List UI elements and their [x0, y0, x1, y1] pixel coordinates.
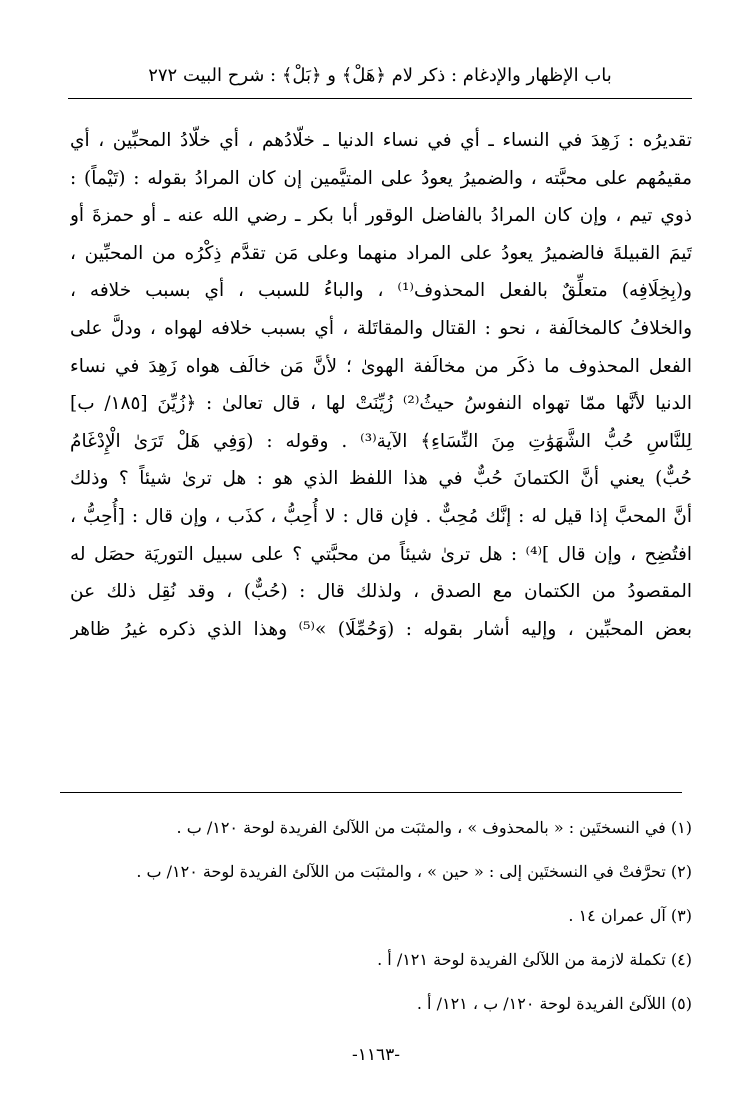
- running-header: باب الإظهار والإدغام : ذكر لام ﴿هَلْ﴾ و ﴿بَلْ﴾ : شرح البيت ٢٧٢: [148, 65, 612, 86]
- footnote-item: (١) في النسختَين : « بالمحذوف » ، والمثبَت من اللآلئ الفريدة لوحة ١٢٠/ ب .: [176, 818, 692, 837]
- text-line: والخلافُ كالمخالَفة ، نحو : القتال والمقاتَلة ، أي بسبب خلافه لهواه ، ودلَّ على: [70, 317, 692, 339]
- main-text: [70, 122, 692, 648]
- text-line: مقيمُهم على محبَّته ، والضميرُ يعودُ على المتيَّمين إن كان المرادُ بقوله : (تَيْماً) :: [70, 167, 692, 189]
- text-line: المقصودُ من الكتمان مع الصدق ، ولذلك قال : (حُبٌّ) ، وقد نُقِل ذلك عن: [70, 581, 692, 603]
- footnote-item: (٣) آل عمران ١٤ .: [568, 906, 692, 925]
- header-divider: [68, 98, 692, 99]
- footnotes: [70, 806, 692, 1026]
- text-line: افتُضِح ، وإن قال ]⁽⁴⁾ : هل ترىٰ شيئاً من محبَّتي ؟ على سبيل التوريَة حصَل له: [70, 543, 692, 565]
- text-line: حُبٌّ) يعني أنَّ الكتمانَ حُبٌّ في هذا اللفظ الذي هو : هل ترىٰ شيئاً ؟ وذلك: [70, 468, 692, 490]
- text-line: أنَّ المحبَّ إذا قيل له : إنَّك مُحِبٌّ . فإن قال : لا أُحِبُّ ، كذَب ، وإن قال : [أُحِبُّ ،: [70, 505, 692, 527]
- text-line: بعض المحبِّين ، وإليه أشار بقوله : (وَحُمِّلَا) »⁽⁵⁾ وهذا الذي ذكره غيرُ ظاهر: [70, 618, 692, 640]
- footnote-item: (٥) اللآلئ الفريدة لوحة ١٢٠/ ب ، ١٢١/ أ .: [416, 994, 692, 1013]
- text-line: و(بِخِلَافِه) متعلِّقٌ بالفعل المحذوف⁽¹⁾ ، والباءُ للسبب ، أي بسبب خلافه ،: [70, 280, 692, 302]
- footnote-item: (٢) تحرَّفتْ في النسختَين إلى : « حين » ، والمثبَت من اللآلئ الفريدة لوحة ١٢٠/ ب .: [136, 862, 692, 881]
- footnote-item: (٤) تكملة لازمة من اللآلئ الفريدة لوحة ١٢١/ أ .: [377, 950, 692, 969]
- text-line: الفعل المحذوف ما ذكَر من مخالَفة الهوىٰ ؛ لأنَّ مَن خالَف هواه زَهِدَ في نساء: [70, 355, 692, 377]
- footnote-divider: [60, 792, 682, 793]
- text-line: تَيمَ القبيلةَ فالضميرُ يعودُ على المراد منهما وعلى مَن تقدَّم ذِكْرُه من المحبِّين ،: [70, 242, 692, 264]
- page-number: -١١٦٣-: [351, 1045, 401, 1065]
- text-line: الدنيا لأنَّها ممّا تهواه النفوسُ حيثُ⁽²⁾ زُيِّنَتْ لها ، قال تعالىٰ : ﴿زُيِّنَ [١٨٥/ ب]: [70, 393, 692, 415]
- text-line: لِلنَّاسِ حُبُّ الشَّهَوَٰتِ مِنَ النِّسَاءِ﴾ الآية⁽³⁾ . وقوله : (وَفِي هَلْ تَرَىٰ الْإِدْغَامُ: [70, 430, 692, 452]
- text-line: ذوي تيم ، وإن كان المرادُ بالفاضل الوقور أبا بكر ـ رضي الله عنه ـ أو حمزةَ أو: [70, 205, 692, 227]
- text-line: تقديرُه : زَهِدَ في النساء ـ أي في نساء الدنيا ـ خلّادُهم ، أي خلّادُ المحبِّين ، أي: [70, 130, 692, 151]
